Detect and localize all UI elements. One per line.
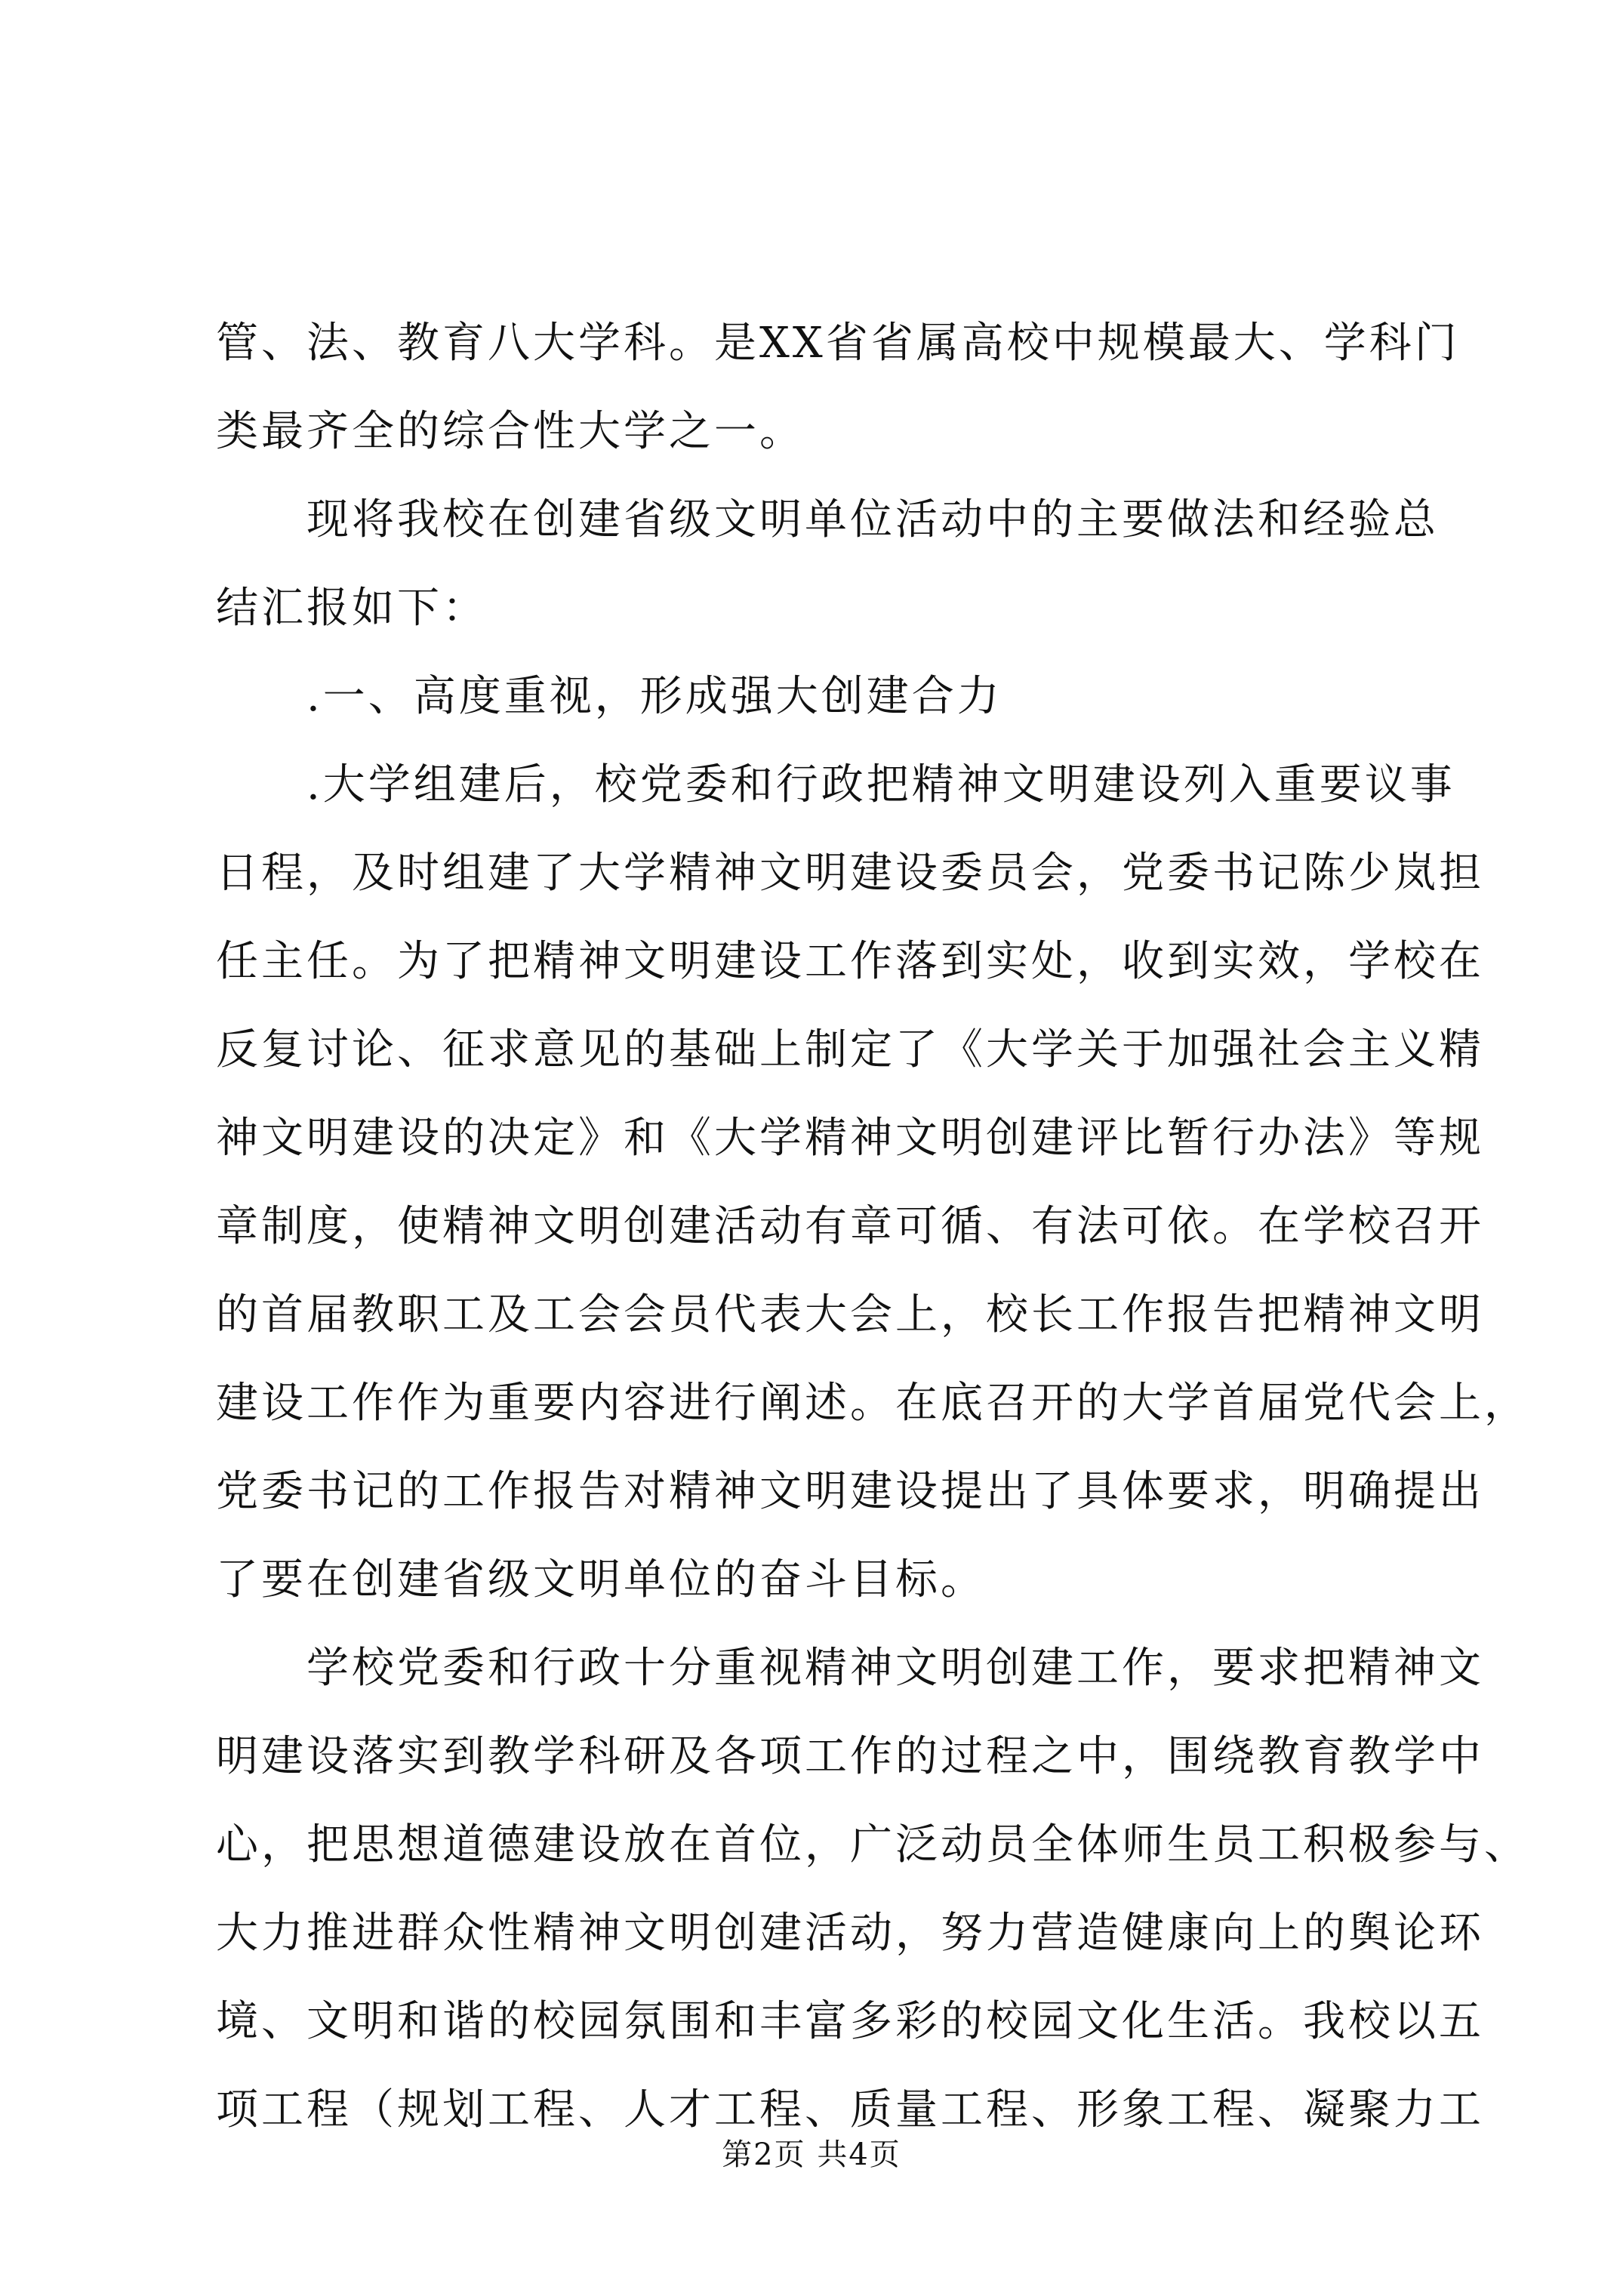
- text-line: 境、文明和谐的校园氛围和丰富多彩的校园文化生活。我校以五: [216, 1997, 1484, 2046]
- page-number: 第2页 共4页: [722, 2137, 901, 2172]
- text-line: 章制度，使精神文明创建活动有章可循、有法可依。在学校召开: [216, 1202, 1484, 1251]
- text-line: 学校党委和行政十分重视精神文明创建工作，要求把精神文: [216, 1644, 1484, 1693]
- body-text: [216, 299, 1529, 2154]
- text-line: 反复讨论、征求意见的基础上制定了《大学关于加强社会主义精: [216, 1025, 1484, 1074]
- text-line: 结汇报如下：: [216, 584, 488, 633]
- text-line: 现将我校在创建省级文明单位活动中的主要做法和经验总: [216, 495, 1439, 544]
- section-heading: .一、高度重视，形成强大创建合力: [216, 672, 1002, 721]
- text-line: 大力推进群众性精神文明创建活动，努力营造健康向上的舆论环: [216, 1909, 1484, 1958]
- text-line: .大学组建后，校党委和行政把精神文明建设列入重要议事: [216, 760, 1455, 809]
- text-line: 明建设落实到教学科研及各项工作的过程之中，围绕教育教学中: [216, 1732, 1484, 1781]
- text-line: 项工程（规划工程、人才工程、质量工程、形象工程、凝聚力工: [216, 2085, 1484, 2134]
- text-line: 日程，及时组建了大学精神文明建设委员会，党委书记陈少岚担: [216, 849, 1484, 898]
- text-line: 的首届教职工及工会会员代表大会上，校长工作报告把精神文明: [216, 1290, 1484, 1339]
- text-line: 党委书记的工作报告对精神文明建设提出了具体要求，明确提出: [216, 1467, 1484, 1516]
- text-line: 心，把思想道德建设放在首位，广泛动员全体师生员工积极参与、: [216, 1820, 1529, 1869]
- text-line: 类最齐全的综合性大学之一。: [216, 407, 805, 456]
- text-line: 任主任。为了把精神文明建设工作落到实处，收到实效，学校在: [216, 937, 1484, 986]
- text-line: 建设工作作为重要内容进行阐述。在底召开的大学首届党代会上，: [216, 1379, 1529, 1428]
- text-line: 了要在创建省级文明单位的奋斗目标。: [216, 1555, 986, 1604]
- text-line: 神文明建设的决定》和《大学精神文明创建评比暂行办法》等规: [216, 1114, 1484, 1163]
- text-line: 管、法、教育八大学科。是XX省省属高校中规模最大、学科门: [216, 319, 1460, 368]
